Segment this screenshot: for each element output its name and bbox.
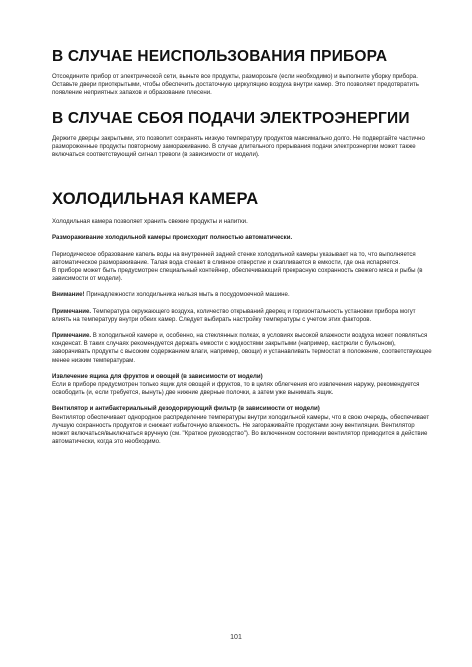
note1-paragraph (52, 308, 432, 324)
manual-page (52, 48, 432, 454)
note2-label: Примечание. (52, 332, 92, 340)
attention-text: Принадлежности холодильника нельзя мыть в посудомоечной машине. (84, 291, 290, 299)
fan-body: Вентилятор обеспечивает однородное распределение температуры внутри холодильной камеры, что в свою очередь, обеспечивает лучшую сохранность продуктов и снижает избыточную влажность. Не загораживайте продуктами зону вентиляции. Вентилятор может включаться/выключаться вручную (см. "Краткое руководство"). Во включенном состоянии вентилятор приводится в действие автоматически, когда это необходимо. (52, 413, 430, 446)
section-body-not-in-use: Отсоедините прибор от электрической сети, выньте все продукты, разморозьте (если необходимо) и выполните уборку прибора. Оставьте двери приоткрытыми, чтобы обеспечить достаточную циркуляцию воздуха внутри камер. Это позволяет предотвратить появление неприятных запахов и образование плесени. (52, 73, 419, 97)
section-title-power-failure: В СЛУЧАЕ СБОЯ ПОДАЧИ ЭЛЕКТРОЭНЕРГИИ (52, 109, 410, 127)
fan-heading: Вентилятор и антибактериальный дезодорирующий фильтр (в зависимости от модели) (52, 405, 320, 413)
defrost-heading-para (52, 234, 432, 242)
drawer-heading-para (52, 373, 432, 381)
defrost-body: Периодическое образование капель воды на внутренней задней стенке холодильной камеры указывает на то, что выполняется автоматическое размораживание. Талая вода стекает в сливное отверстие и скапливается в емкости, где она испаряется. (52, 250, 416, 266)
drawer-body: Если в приборе предусмотрен только ящик для овощей и фруктов, то в целях облегчения его извлечения наружу, рекомендуется освободить (и, если требуется, вынуть) две нижние дверные полочки, а затем уже вынимать ящик. (52, 381, 420, 397)
section-body-power-failure: Держите дверцы закрытыми, это позволит сохранять низкую температуру продуктов максимально долго. Не подвергайте частично размороженные продукты повторному замораживанию. В случае длительного прерывания подачи электроэнергии может также включаться соответствующий сигнал тревоги (в зависимости от модели). (52, 134, 425, 159)
container-body: В приборе может быть предусмотрен специальный контейнер, обеспечивающий прекрасную сохранность свежего мяса и рыбы (в зависимости от модели). (52, 267, 423, 283)
note2-text: В холодильной камере и, особенно, на стеклянных полках, в условиях высокой влажности воздуха может появляться конденсат. В таких случаях рекомендуется держать емкости с жидкостями закрытыми (например, кастрюли с бульоном), заворачивать продукты с высоким содержанием влаги, например, овощи) и устанавливать термостат в положение, соответствующее менее низким температурам. (52, 332, 432, 364)
defrost-heading: Размораживание холодильной камеры происходит полностью автоматически. (52, 234, 293, 242)
fan-heading-para (52, 405, 432, 413)
note2-paragraph (52, 332, 432, 365)
note1-text: Температура окружающего воздуха, количество открываний дверец и горизонтальность установки прибора могут влиять на температуру внутри обеих камер. Следует выбирать настройку температуры с учетом этих факторов. (52, 307, 416, 323)
section-title-fridge: ХОЛОДИЛЬНАЯ КАМЕРА (52, 190, 259, 209)
section-title-not-in-use: В СЛУЧАЕ НЕИСПОЛЬЗОВАНИЯ ПРИБОРА (52, 48, 388, 65)
page-number: 101 (230, 634, 242, 641)
attention-label: Внимание! (52, 291, 85, 299)
fridge-intro: Холодильная камера позволяет хранить свежие продукты и напитки. (52, 218, 248, 226)
note1-label: Примечание. (52, 307, 92, 315)
drawer-heading: Извлечение ящика для фруктов и овощей (в зависимости от модели) (52, 372, 263, 380)
page-number-footer (0, 634, 472, 641)
attention-paragraph (52, 291, 432, 299)
